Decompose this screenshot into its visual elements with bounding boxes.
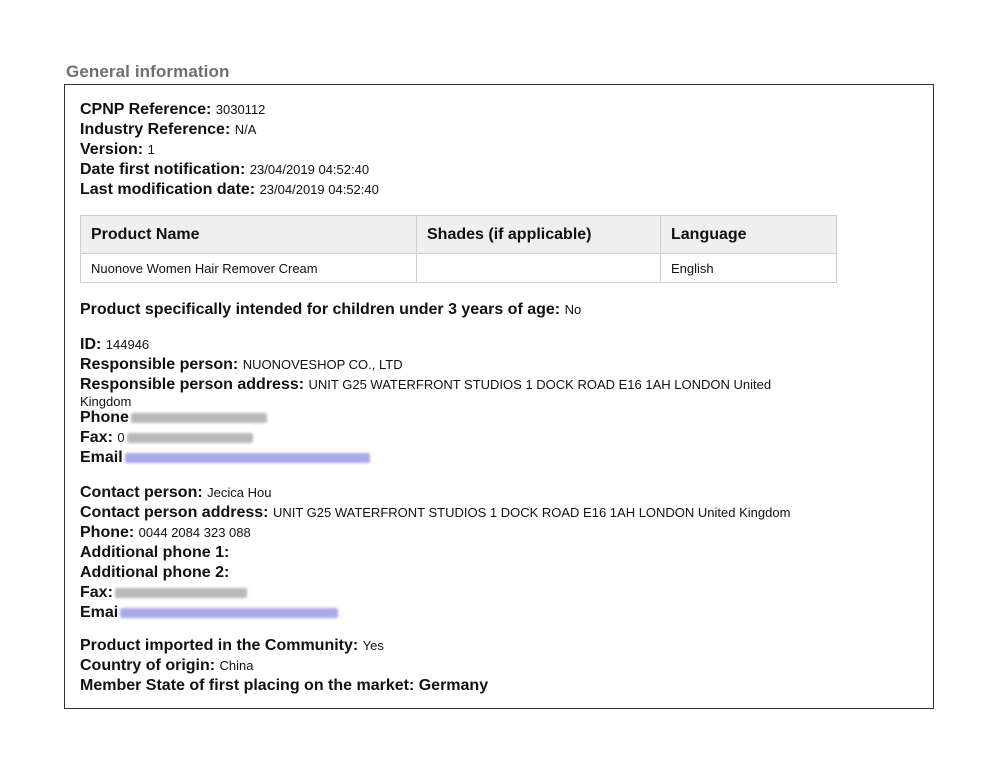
responsible-address-value-cont: Kingdom [80,394,132,409]
member-state-label: Member State of first placing on the market: [80,677,415,694]
date-first-notification-value: 23/04/2019 04:52:40 [249,162,370,177]
version-value: 1 [147,142,155,157]
version-row [80,141,155,159]
responsible-email-label: Email [80,449,123,466]
id-label: ID: [80,336,102,353]
table-row [81,254,837,283]
additional-phone-2-row [80,564,229,582]
column-header-language: Language [661,216,837,254]
children-label: Product specifically intended for children under 3 years of age: [80,301,561,318]
last-modification-date-label: Last modification date: [80,181,256,198]
contact-address-value: UNIT G25 WATERFRONT STUDIOS 1 DOCK ROAD E16 1AH LONDON United Kingdom [272,505,791,520]
industry-reference-label: Industry Reference: [80,121,231,138]
country-of-origin-label: Country of origin: [80,657,216,674]
country-of-origin-row [80,657,254,675]
children-value: No [564,302,582,317]
additional-phone-1-row [80,544,229,562]
responsible-fax-label: Fax: [80,429,113,446]
contact-person-row [80,484,271,502]
general-information-panel [64,84,934,709]
cpnp-reference-row [80,101,265,119]
version-label: Version: [80,141,144,158]
column-header-shades: Shades (if applicable) [417,216,661,254]
shades-cell [417,254,661,283]
last-modification-date-row [80,181,379,199]
contact-address-label: Contact person address: [80,504,269,521]
id-value: 144946 [105,337,150,352]
redacted-phone [131,413,267,423]
language-cell: English [661,254,837,283]
responsible-address-value: UNIT G25 WATERFRONT STUDIOS 1 DOCK ROAD E16 1AH LONDON United [308,377,772,392]
column-header-product-name: Product Name [81,216,417,254]
contact-phone-value: 0044 2084 323 088 [138,525,251,540]
responsible-address-row [80,376,771,394]
additional-phone-2-label: Additional phone 2: [80,564,230,581]
contact-fax-label: Fax: [80,584,113,601]
imported-value: Yes [362,638,384,653]
contact-phone-label: Phone: [80,524,135,541]
redacted-fax [115,588,247,598]
cpnp-reference-label: CPNP Reference: [80,101,212,118]
cpnp-reference-value: 3030112 [215,102,266,117]
industry-reference-value: N/A [234,122,257,137]
product-table [80,215,837,283]
responsible-person-value: NUONOVESHOP CO., LTD [242,357,403,372]
responsible-fax-row [80,429,253,447]
contact-person-label: Contact person: [80,484,203,501]
contact-phone-row [80,524,251,542]
member-state-row [80,677,488,695]
table-header-row [81,216,837,254]
additional-phone-1-label: Additional phone 1: [80,544,230,561]
section-title: General information [66,62,230,81]
imported-row [80,637,384,655]
member-state-value: Germany [418,677,489,694]
country-of-origin-value: China [219,658,254,673]
contact-email-row [80,604,338,622]
id-row [80,336,149,354]
responsible-phone-row [80,409,267,427]
children-row [80,301,581,319]
redacted-email-link[interactable] [125,453,370,463]
contact-fax-row [80,584,247,602]
last-modification-date-value: 23/04/2019 04:52:40 [259,182,379,197]
date-first-notification-label: Date first notification: [80,161,246,178]
industry-reference-row [80,121,256,139]
redacted-fax [127,433,253,443]
imported-label: Product imported in the Community: [80,637,359,654]
responsible-person-row [80,356,403,374]
contact-address-row [80,504,790,522]
responsible-person-label: Responsible person: [80,356,239,373]
contact-person-value: Jecica Hou [207,485,272,500]
responsible-fax-value: 0 [117,430,125,445]
responsible-phone-label: Phone [80,409,129,426]
date-first-notification-row [80,161,369,179]
contact-email-label: Emai [80,604,119,621]
redacted-email-link[interactable] [120,608,338,618]
product-name-cell: Nuonove Women Hair Remover Cream [81,254,417,283]
responsible-email-row [80,449,370,467]
responsible-address-label: Responsible person address: [80,376,305,393]
